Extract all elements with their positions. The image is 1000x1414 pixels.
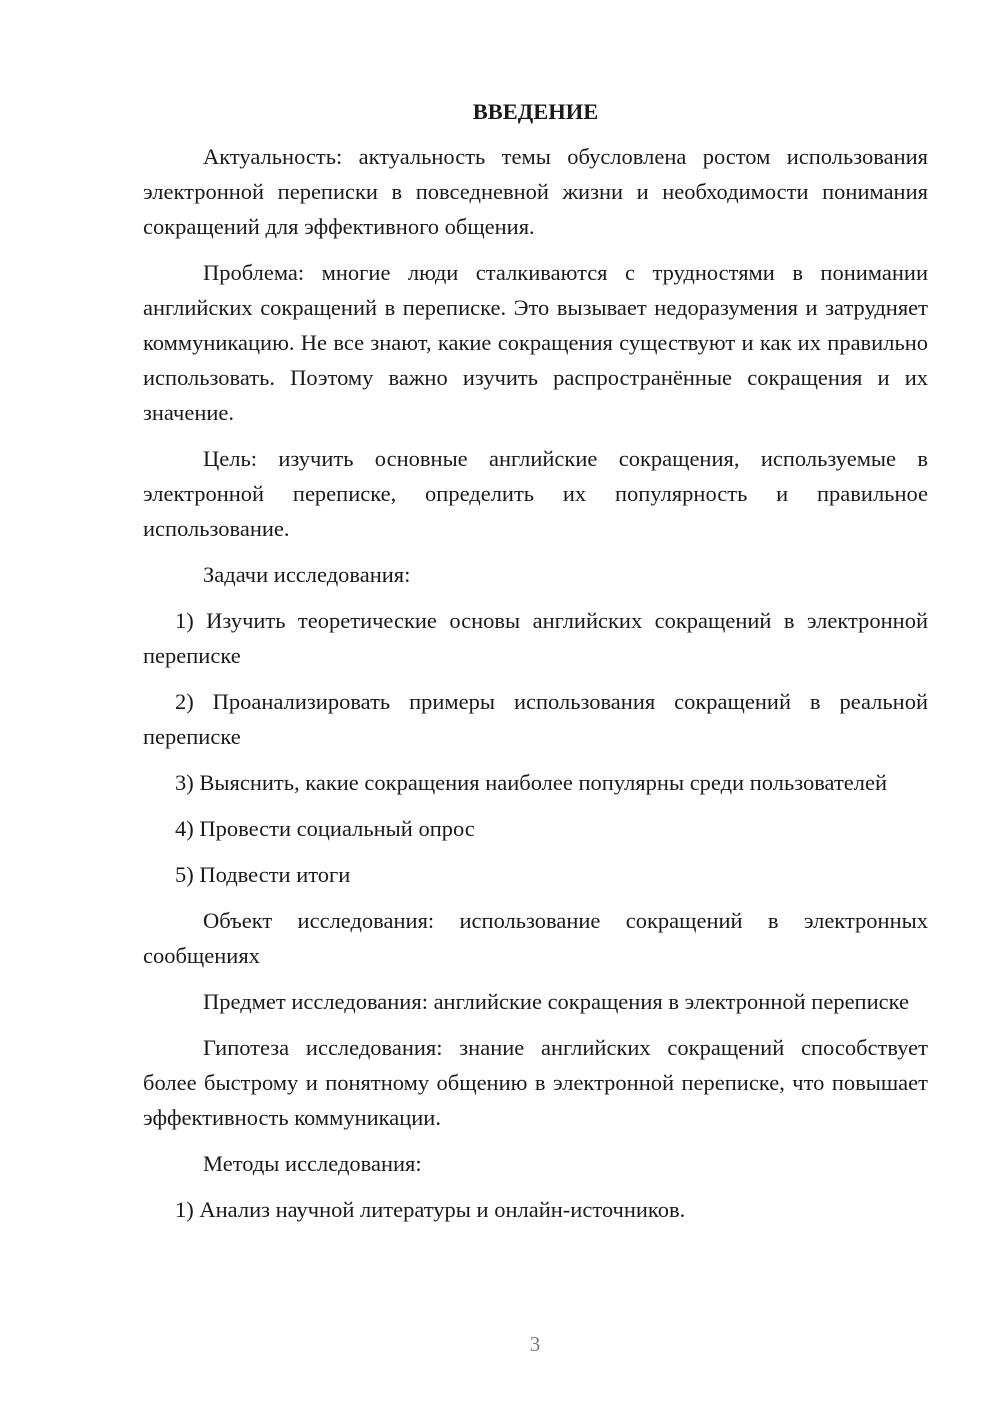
task-item-4: 4) Провести социальный опрос bbox=[175, 816, 475, 841]
paragraph-subject: Предмет исследования: английские сокращения в электронной переписке bbox=[203, 989, 909, 1014]
page-number: 3 bbox=[529, 1332, 541, 1356]
task-item-3: 3) Выяснить, какие сокращения наиболее популярны среди пользователей bbox=[175, 770, 888, 795]
task-item-1: 1) Изучить теоретические основы английских сокращений в электронной переписке bbox=[143, 608, 928, 668]
tasks-heading: Задачи исследования: bbox=[203, 562, 411, 587]
paragraph-relevance: Актуальность: актуальность темы обусловлена ростом использования электронной переписки в повседневной жизни и необходимости понимания сокращений для эффективного общения. bbox=[143, 144, 928, 239]
task-item-2: 2) Проанализировать примеры использования сокращений в реальной переписке bbox=[143, 689, 928, 749]
page-content bbox=[143, 94, 928, 1238]
paragraph-object: Объект исследования: использование сокращений в электронных сообщениях bbox=[143, 908, 928, 968]
paragraph-problem: Проблема: многие люди сталкиваются с трудностями в понимании английских сокращений в переписке. Это вызывает недоразумения и затрудняет коммуникацию. Не все знают, какие сокращения существуют и как их правильно использовать. Поэтому важно изучить распространённые сокращения и их значение. bbox=[143, 260, 928, 425]
page-title: ВВЕДЕНИЕ bbox=[472, 99, 599, 124]
paragraph-hypothesis: Гипотеза исследования: знание английских сокращений способствует более быстрому и понятному общению в электронной переписке, что повышает эффективность коммуникации. bbox=[143, 1035, 928, 1130]
task-item-5: 5) Подвести итоги bbox=[175, 862, 351, 887]
method-item-1: 1) Анализ научной литературы и онлайн-источников. bbox=[175, 1197, 686, 1222]
methods-heading: Методы исследования: bbox=[203, 1151, 422, 1176]
paragraph-goal: Цель: изучить основные английские сокращения, используемые в электронной переписке, определить их популярность и правильное использование. bbox=[143, 446, 928, 541]
